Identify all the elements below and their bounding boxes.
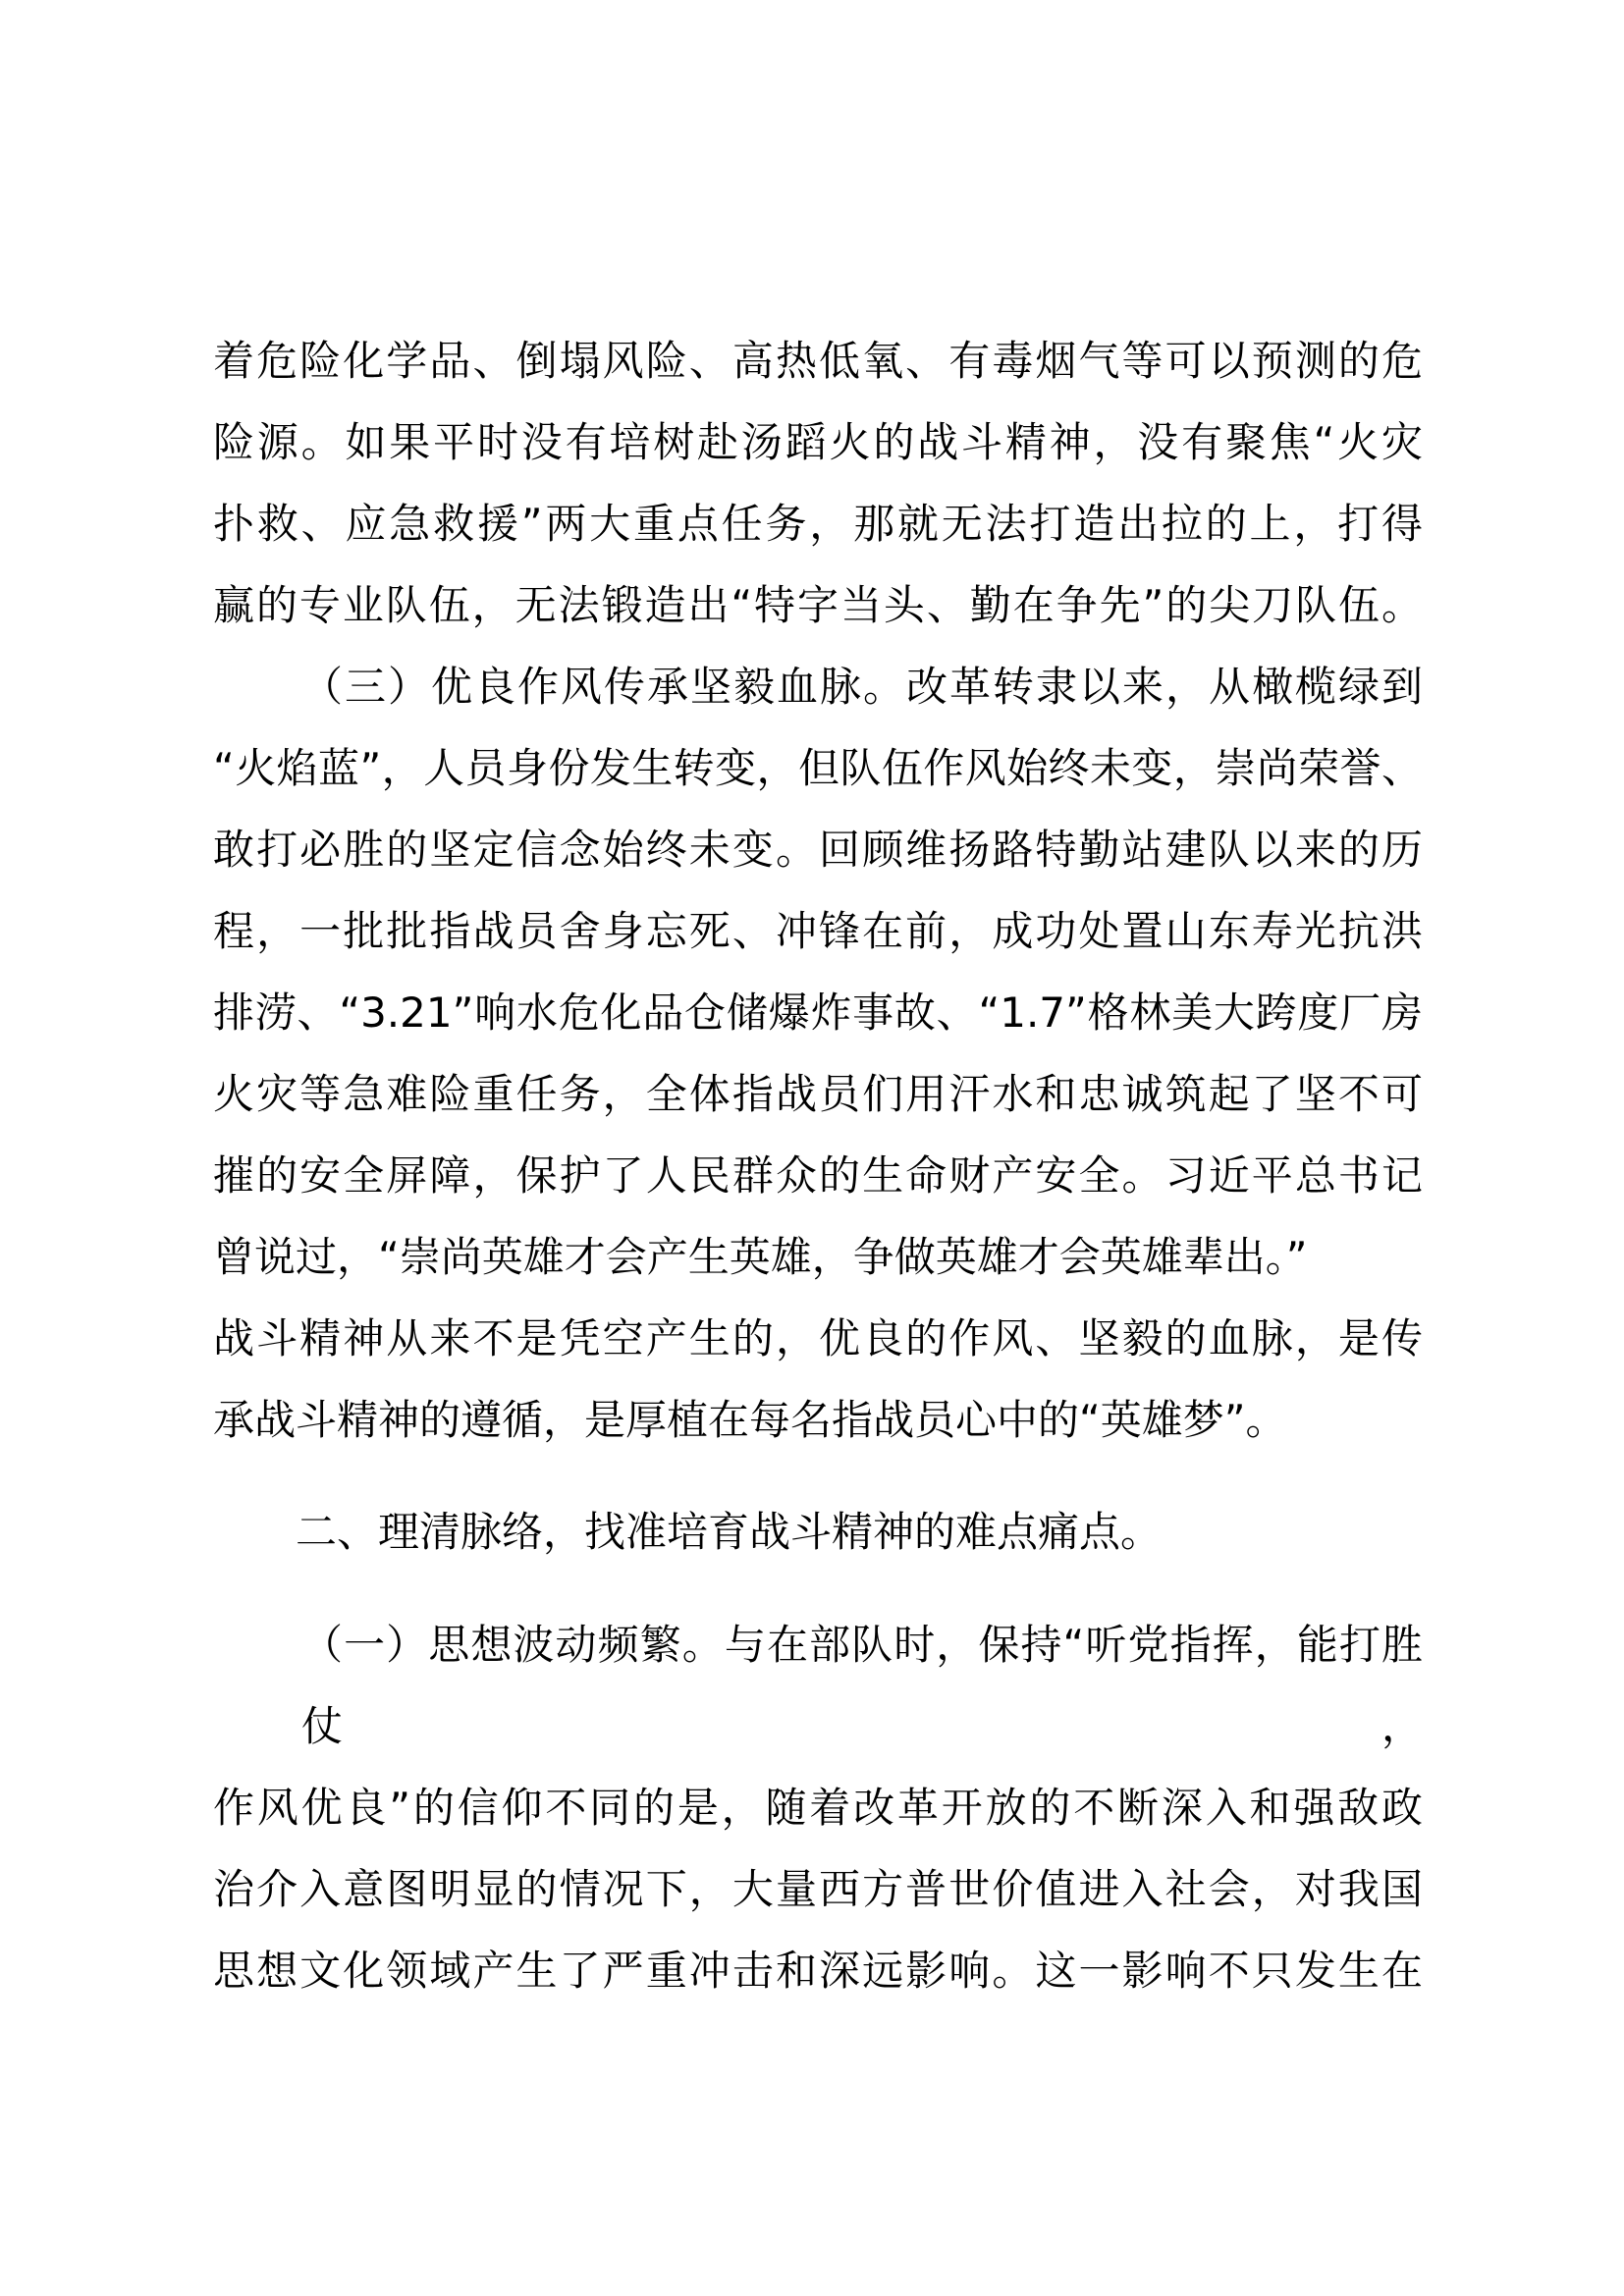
- body-text: [213, 1604, 1423, 2011]
- paragraph-line: 思想文化领域产生了严重冲击和深远影响。这一影响不只发生在: [213, 1947, 1423, 1995]
- heading-text: 二、理清脉络，找准培育战斗精神的难点痛点。: [296, 1508, 1163, 1556]
- paragraph-line: 程，一批批指战员舍身忘死、冲锋在前，成功处置山东寿光抗洪: [213, 907, 1423, 955]
- paragraph-line: 险源。如果平时没有培树赴汤蹈火的战斗精神，没有聚焦“火灾: [213, 418, 1423, 466]
- paragraph-line: 曾说过，“崇尚英雄才会产生英雄，争做英雄才会英雄辈出。”: [213, 1233, 1308, 1281]
- paragraph-line: 敢打必胜的坚定信念始终未变。回顾维扬路特勤站建队以来的历: [213, 826, 1423, 874]
- paragraph-line: 承战斗精神的遵循，是厚植在每名指战员心中的“英雄梦”。: [213, 1396, 1287, 1444]
- section-paragraph-start: （一）思想波动频繁。与在部队时，保持“听党指挥，能打胜仗，: [301, 1621, 1423, 1750]
- section-heading: [213, 1491, 1423, 1573]
- paragraph-line: 排涝、“3.21”响水危化品仓储爆炸事故、“1.7”格林美大跨度厂房: [213, 988, 1423, 1037]
- paragraph-line: “火焰蓝”，人员身份发生转变，但队伍作风始终未变，崇尚荣誉、: [213, 744, 1423, 792]
- section-paragraph-start: （三）优良作风传承坚毅血脉。改革转隶以来，从橄榄绿到: [301, 663, 1423, 711]
- body-text: [213, 320, 1423, 1461]
- paragraph-line: 战斗精神从来不是凭空产生的，优良的作风、坚毅的血脉，是传: [213, 1314, 1423, 1362]
- paragraph-line: 摧的安全屏障，保护了人民群众的生命财产安全。习近平总书记: [213, 1151, 1423, 1200]
- paragraph-line: 治介入意图明显的情况下，大量西方普世价值进入社会，对我国: [213, 1865, 1423, 1913]
- paragraph-line: 扑救、应急救援”两大重点任务，那就无法打造出拉的上，打得: [213, 500, 1423, 548]
- paragraph-line: 火灾等急难险重任务，全体指战员们用汗水和忠诚筑起了坚不可: [213, 1070, 1423, 1118]
- paragraph-line: 作风优良”的信仰不同的是，随着改革开放的不断深入和强敌政: [213, 1784, 1423, 1832]
- paragraph-line: 赢的专业队伍，无法锻造出“特字当头、勤在争先”的尖刀队伍。: [213, 581, 1423, 629]
- paragraph-line: 着危险化学品、倒塌风险、高热低氧、有毒烟气等可以预测的危: [213, 337, 1423, 385]
